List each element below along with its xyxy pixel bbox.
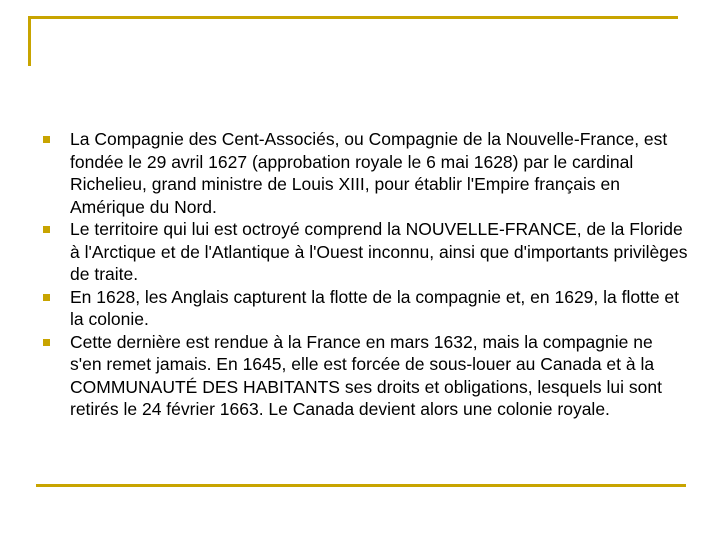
bullet-item bbox=[38, 128, 688, 218]
square-bullet-icon bbox=[43, 294, 50, 301]
bullet-item bbox=[38, 331, 688, 421]
bullet-text: La Compagnie des Cent-Associés, ou Compagnie de la Nouvelle-France, est fondée le 29 avril 1627 (approbation royale le 6 mai 1628) par le cardinal Richelieu, grand ministre de Louis XIII, pour établir l'Empire français en Amérique du Nord. bbox=[70, 129, 668, 217]
bullet-item bbox=[38, 286, 688, 331]
bullet-list bbox=[38, 128, 688, 421]
frame-top-line bbox=[28, 16, 678, 19]
bullet-text: Cette dernière est rendue à la France en mars 1632, mais la compagnie ne s'en remet jamais. En 1645, elle est forcée de sous-louer au Canada et à la COMMUNAUTÉ DES HABITANTS ses droits et obligations, lesquels lui sont retirés le 24 février 1663. Le Canada devient alors une colonie royale. bbox=[70, 331, 662, 419]
frame-bottom-line bbox=[36, 484, 686, 487]
square-bullet-icon bbox=[43, 339, 50, 346]
square-bullet-icon bbox=[43, 226, 50, 233]
square-bullet-icon bbox=[43, 136, 50, 143]
frame-left-line bbox=[28, 16, 31, 66]
bullet-item bbox=[38, 218, 688, 286]
bullet-text: En 1628, les Anglais capturent la flotte de la compagnie et, en 1629, la flotte et la colonie. bbox=[70, 286, 680, 329]
slide-content bbox=[38, 128, 688, 421]
bullet-text: Le territoire qui lui est octroyé comprend la NOUVELLE-FRANCE, de la Floride à l'Arctique et de l'Atlantique à l'Ouest inconnu, ainsi que d'importants privilèges de traite. bbox=[70, 219, 688, 284]
